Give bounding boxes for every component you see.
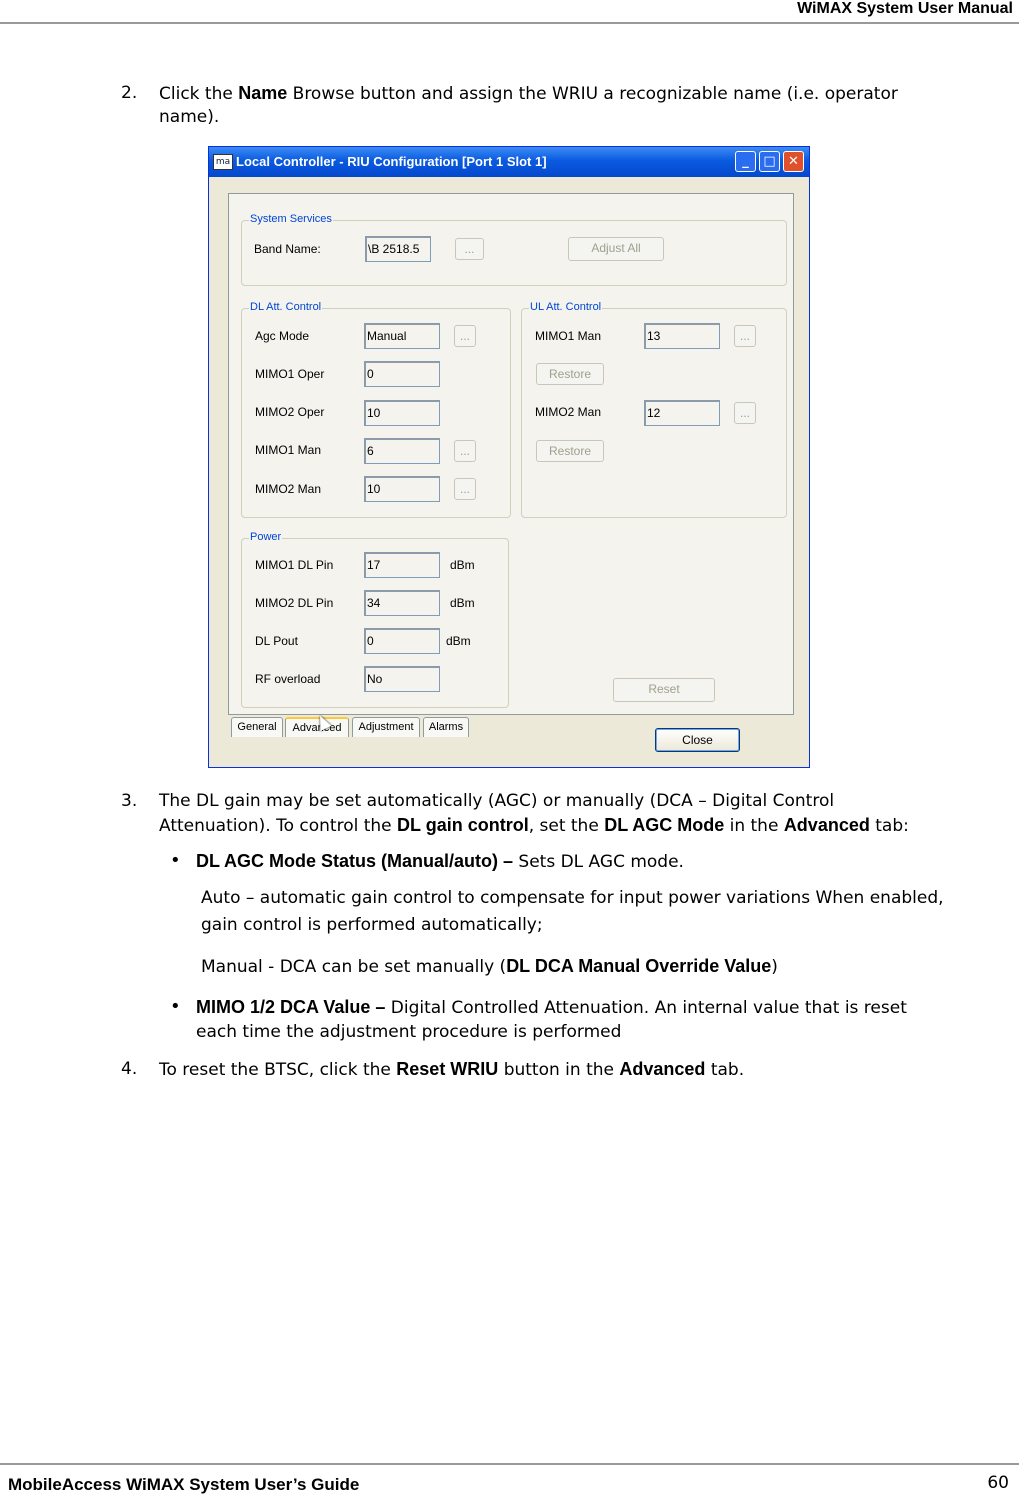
dl-pout-unit: dBm (446, 634, 471, 648)
tab-advanced[interactable]: Advanced (285, 717, 349, 737)
step-4-text (159, 1058, 744, 1082)
dl-mimo1-man-browse-button[interactable]: ... (454, 440, 476, 462)
dl-mimo2-man-label: MIMO2 Man (255, 482, 322, 496)
manual-override-bold: DL DCA Manual Override Value (506, 956, 772, 976)
band-name-field[interactable]: \B 2518.5 (365, 236, 431, 262)
step-4-reset-wriu: Reset WRIU (396, 1059, 499, 1079)
mimo2-dl-pin-label: MIMO2 DL Pin (255, 596, 334, 610)
adjust-all-button[interactable]: Adjust All (568, 237, 664, 261)
minimize-button[interactable]: _ (735, 151, 756, 172)
step-3-text-b: , set the (528, 816, 605, 836)
tab-adjustment[interactable]: Adjustment (352, 717, 420, 737)
app-icon: ma (213, 154, 233, 170)
close-button[interactable]: Close (655, 728, 740, 752)
footer-guide-title: MobileAccess WiMAX System User’s Guide (8, 1475, 360, 1494)
tab-alarms[interactable]: Alarms (423, 717, 469, 737)
window-titlebar (209, 147, 809, 177)
power-group (241, 531, 509, 708)
rf-overload-field: No (364, 666, 440, 692)
step-3-advanced: Advanced (783, 815, 870, 835)
step-4-advanced: Advanced (619, 1059, 706, 1079)
step-2-text (159, 82, 999, 106)
page-footer (0, 1463, 1019, 1498)
manual-text-b: ) (771, 957, 778, 977)
dl-mimo2-oper-field[interactable]: 10 (364, 400, 440, 426)
dl-mimo1-oper-field[interactable]: 0 (364, 361, 440, 387)
bullet-1-desc: Sets DL AGC mode. (513, 852, 684, 872)
step-4-text-b: button in the (498, 1060, 620, 1080)
ul-mimo2-man-browse-button[interactable]: ... (734, 402, 756, 424)
ul-att-control-group (521, 301, 787, 518)
dl-mimo2-man-browse-button[interactable]: ... (454, 478, 476, 500)
mimo2-dl-pin-unit: dBm (450, 596, 475, 610)
bullet-1-bold: DL AGC Mode Status (Manual/auto) – (196, 851, 514, 871)
band-name-label: Band Name: (254, 242, 321, 256)
page-number: 60 (987, 1473, 1009, 1493)
step-3-text-d: tab: (869, 816, 909, 836)
step-3-dl-gain-control: DL gain control (397, 815, 529, 835)
rf-overload-label: RF overload (255, 672, 321, 686)
dl-mimo1-oper-label: MIMO1 Oper (255, 367, 325, 381)
step-4-text-c: tab. (705, 1060, 745, 1080)
ul-mimo1-man-field[interactable]: 13 (644, 323, 720, 349)
ul-mimo1-man-browse-button[interactable]: ... (734, 325, 756, 347)
step-3-number: 3. (121, 791, 138, 811)
reset-button[interactable]: Reset (613, 678, 715, 702)
step-3-dl-agc-mode: DL AGC Mode (604, 815, 725, 835)
ul-mimo2-man-label: MIMO2 Man (535, 405, 602, 419)
system-services-label: System Services (250, 213, 332, 225)
step-3-line-2 (159, 814, 909, 838)
band-name-browse-button[interactable]: ... (455, 238, 484, 260)
step-2-number: 2. (121, 83, 138, 103)
dl-pout-label: DL Pout (255, 634, 298, 648)
step-3-text-a: Attenuation). To control the (159, 816, 398, 836)
step-4-text-a: To reset the BTSC, click the (159, 1060, 397, 1080)
window-title: Local Controller - RIU Configuration [Port 1 Slot 1] (236, 154, 547, 169)
agc-mode-field[interactable]: Manual (364, 323, 440, 349)
riu-configuration-window (208, 146, 810, 768)
dl-att-control-label: DL Att. Control (250, 301, 322, 313)
dl-mimo1-man-field[interactable]: 6 (364, 438, 440, 464)
ul-restore-2-button[interactable]: Restore (536, 440, 604, 462)
dl-pout-field: 0 (364, 628, 440, 654)
ul-att-control-label: UL Att. Control (530, 301, 602, 313)
dl-mimo2-oper-label: MIMO2 Oper (255, 405, 325, 419)
mimo1-dl-pin-field: 17 (364, 552, 440, 578)
bullet-2-text-cont: each time the adjustment procedure is performed (196, 1022, 622, 1042)
bullet-2-desc: Digital Controlled Attenuation. An internal value that is reset (385, 998, 907, 1018)
page-header (0, 0, 1019, 24)
bullet-2-bold: MIMO 1/2 DCA Value – (196, 997, 386, 1017)
step-3-text-c: in the (724, 816, 784, 836)
bullet-2-text (196, 996, 907, 1020)
dl-att-control-group (241, 301, 511, 518)
step-4-number: 4. (121, 1059, 138, 1079)
header-title: WiMAX System User Manual (797, 0, 1013, 17)
agc-mode-browse-button[interactable]: ... (454, 325, 476, 347)
manual-description (201, 955, 778, 979)
agc-mode-label: Agc Mode (255, 329, 310, 343)
mimo2-dl-pin-field: 34 (364, 590, 440, 616)
bullet-2-dot: • (170, 996, 181, 1017)
power-label: Power (250, 531, 282, 543)
ul-mimo1-man-label: MIMO1 Man (535, 329, 602, 343)
step-2-text-b: Browse button and assign the WRIU a recognizable name (i.e. operator (287, 84, 898, 104)
auto-description-2: gain control is performed automatically; (201, 915, 543, 935)
bullet-1-text (196, 850, 684, 874)
dl-mimo2-man-field[interactable]: 10 (364, 476, 440, 502)
maximize-button[interactable]: □ (759, 151, 780, 172)
manual-text-a: Manual - DCA can be set manually ( (201, 957, 507, 977)
step-2-text-a: Click the (159, 84, 239, 104)
ul-mimo2-man-field[interactable]: 12 (644, 400, 720, 426)
mimo1-dl-pin-unit: dBm (450, 558, 475, 572)
window-close-button[interactable]: ✕ (783, 151, 804, 172)
step-2-text-cont: name). (159, 107, 220, 127)
advanced-tab-panel (228, 193, 794, 715)
mimo1-dl-pin-label: MIMO1 DL Pin (255, 558, 334, 572)
bullet-1-dot: • (170, 850, 181, 871)
system-services-group (241, 213, 787, 286)
step-3-line-1: The DL gain may be set automatically (AGC) or manually (DCA – Digital Control (159, 791, 835, 811)
ul-restore-1-button[interactable]: Restore (536, 363, 604, 385)
dl-mimo1-man-label: MIMO1 Man (255, 443, 322, 457)
step-2-name-bold: Name (238, 83, 288, 103)
tab-general[interactable]: General (231, 717, 283, 737)
auto-description-1: Auto – automatic gain control to compensate for input power variations When enabled, (201, 888, 944, 908)
